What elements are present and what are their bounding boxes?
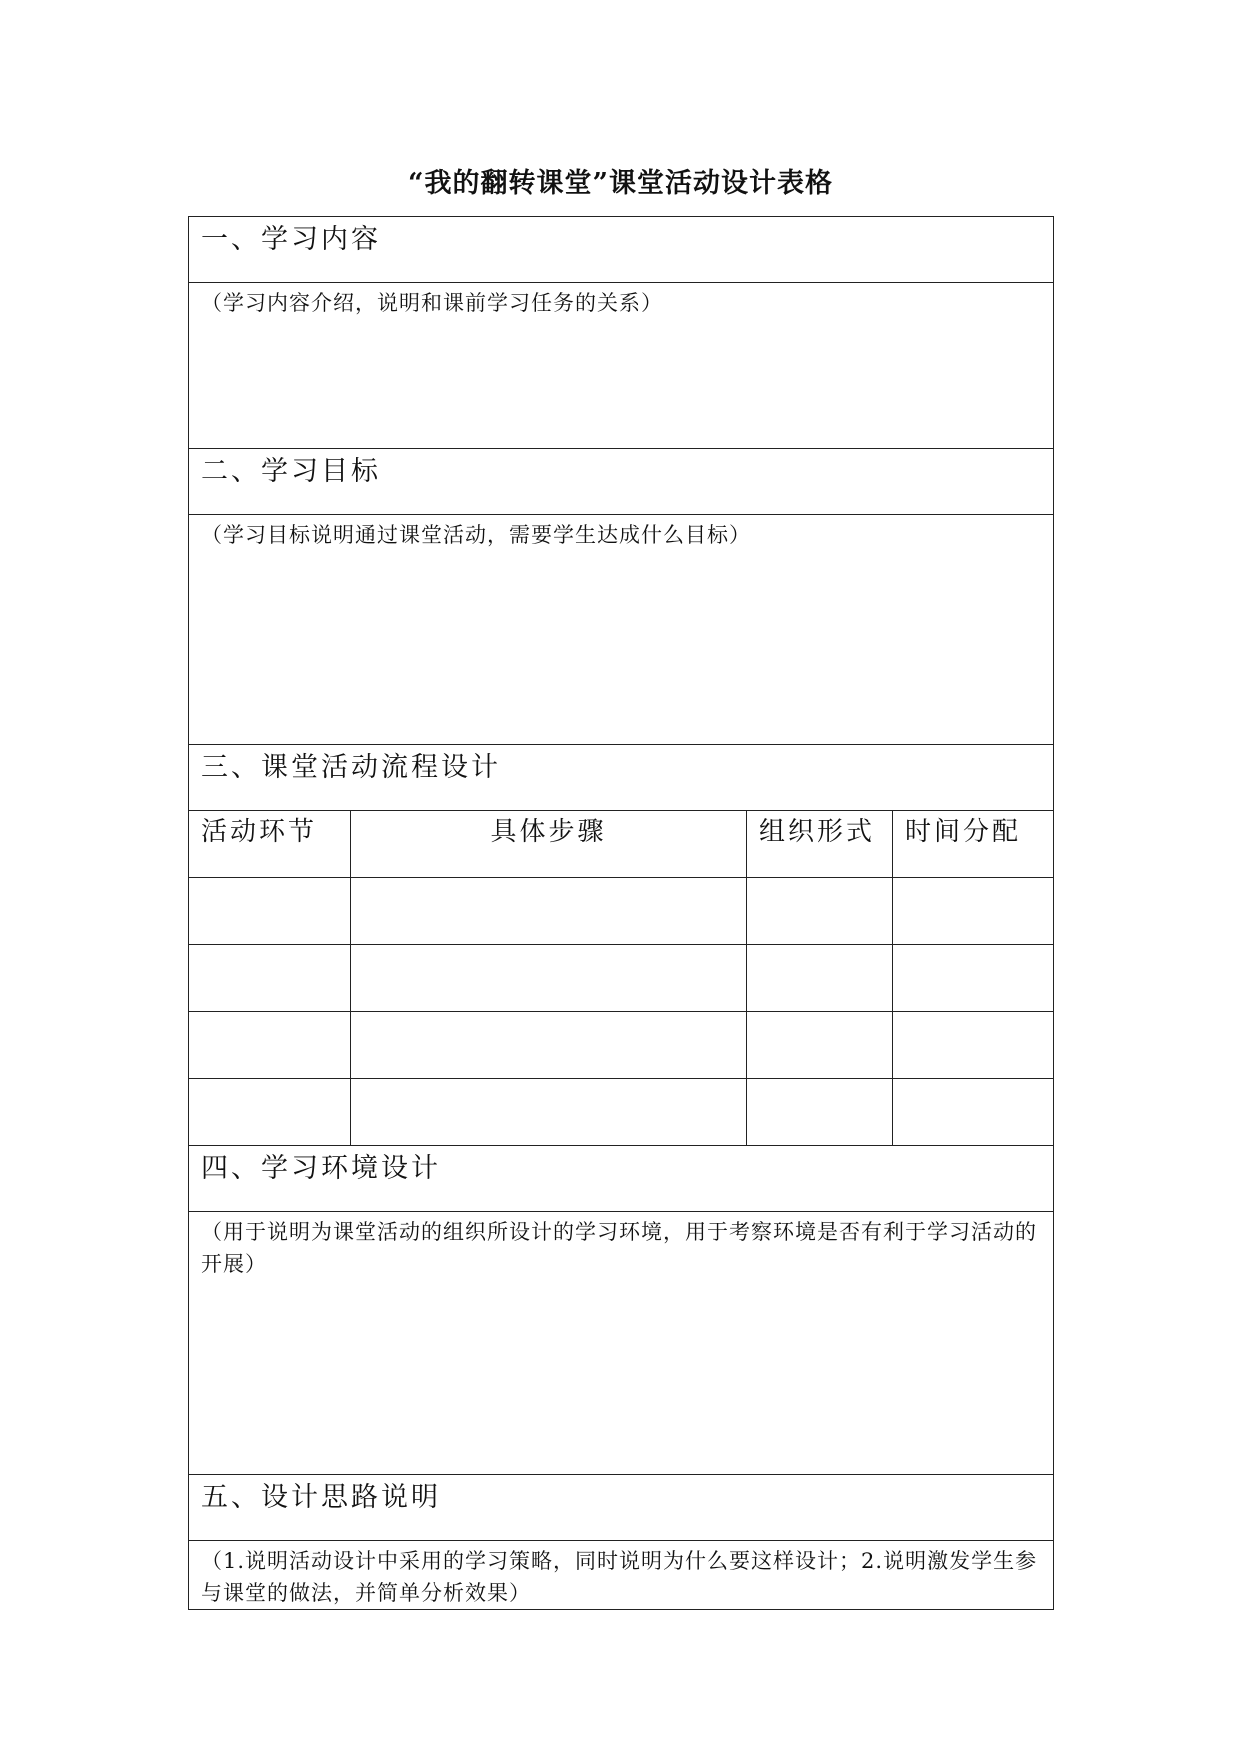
section-3-header-row [189,745,1054,811]
section-4-body-row [189,1212,1054,1475]
table-cell[interactable] [189,878,351,945]
section-3-heading: 三、课堂活动流程设计 [189,745,1054,811]
table-cell[interactable] [893,1012,1054,1079]
table-row [189,1079,1054,1146]
section-4-heading: 四、学习环境设计 [189,1146,1054,1212]
column-header-specific-steps: 具体步骤 [351,811,747,878]
table-cell[interactable] [893,1079,1054,1146]
table-cell[interactable] [189,1079,351,1146]
section-5-body-row [189,1541,1054,1610]
table-cell[interactable] [893,878,1054,945]
section-2-header-row [189,449,1054,515]
table-cell[interactable] [351,878,747,945]
activity-design-form [188,216,1054,1610]
section-1-header-row [189,217,1054,283]
table-row [189,945,1054,1012]
table-cell[interactable] [893,945,1054,1012]
column-header-time-allocation: 时间分配 [893,811,1054,878]
section-1-heading: 一、学习内容 [189,217,1054,283]
activity-table-header-row [189,811,1054,878]
table-row [189,878,1054,945]
table-cell[interactable] [747,1079,893,1146]
section-4-note[interactable]: （用于说明为课堂活动的组织所设计的学习环境，用于考察环境是否有利于学习活动的开展） [189,1212,1054,1475]
column-header-activity-stage: 活动环节 [189,811,351,878]
section-2-body-row [189,515,1054,745]
table-cell[interactable] [189,1012,351,1079]
section-5-note[interactable]: （1.说明活动设计中采用的学习策略，同时说明为什么要这样设计；2.说明激发学生参与课堂的做法，并简单分析效果） [189,1541,1054,1610]
section-5-header-row [189,1475,1054,1541]
page-title: “我的翻转课堂”课堂活动设计表格 [407,168,834,199]
section-2-heading: 二、学习目标 [189,449,1054,515]
section-5-heading: 五、设计思路说明 [189,1475,1054,1541]
table-cell[interactable] [747,1012,893,1079]
table-cell[interactable] [747,878,893,945]
table-cell[interactable] [351,1079,747,1146]
table-cell[interactable] [747,945,893,1012]
column-header-organization-form: 组织形式 [747,811,893,878]
section-4-header-row [189,1146,1054,1212]
table-cell[interactable] [351,945,747,1012]
table-cell[interactable] [351,1012,747,1079]
section-2-note[interactable]: （学习目标说明通过课堂活动，需要学生达成什么目标） [189,515,1054,745]
table-cell[interactable] [189,945,351,1012]
table-row [189,1012,1054,1079]
section-1-note[interactable]: （学习内容介绍，说明和课前学习任务的关系） [189,283,1054,449]
section-1-body-row [189,283,1054,449]
